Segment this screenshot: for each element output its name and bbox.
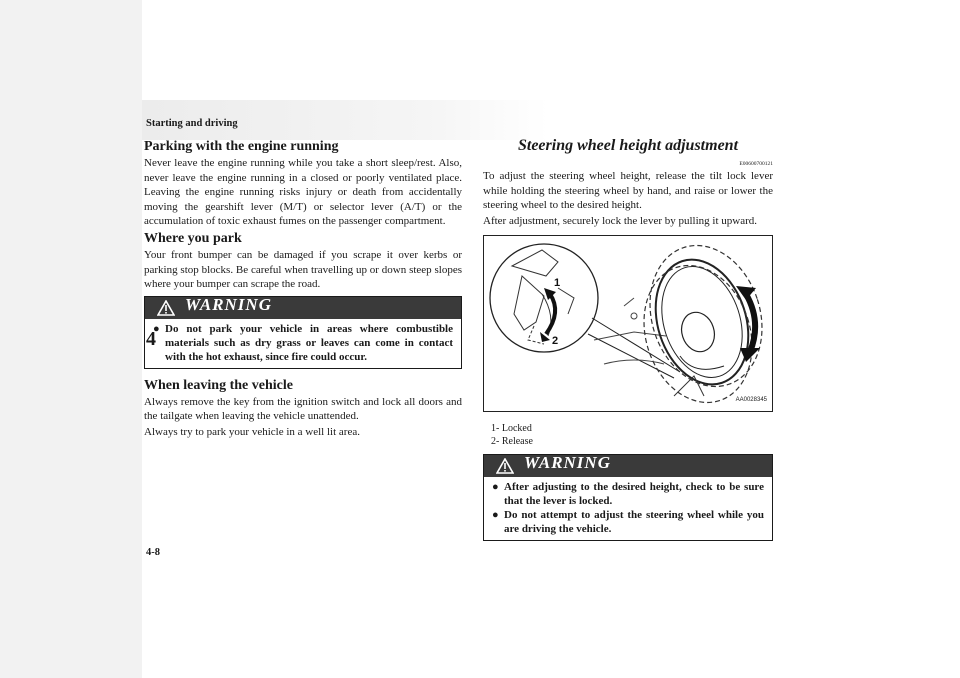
heading-where-you-park: Where you park: [144, 230, 242, 246]
section-title: Starting and driving: [146, 118, 238, 129]
warning-body: [145, 319, 461, 368]
warning-item: [153, 322, 453, 364]
paragraph-when-leaving-2: Always try to park your vehicle in a well lit area.: [144, 425, 360, 438]
warning-item: [492, 480, 764, 508]
warning-triangle-icon: [157, 300, 175, 316]
warning-item: [492, 508, 764, 536]
page-number: 4-8: [146, 547, 160, 558]
section-code: E00600700121: [739, 161, 773, 167]
paragraph-parking-engine-running: Never leave the engine running while you take a short sleep/rest. Also, never leave the engine running in a closed or poorly ventilated place. Leaving the engine running risks injury or death from accidentally moving the gearshift lever (M/T) or selector lever (A/T) or the accumulation of toxic exhaust fumes on the passenger compartment.: [144, 157, 462, 228]
warning-item-text: Do not park your vehicle in areas where combustible materials such as dry grass or leaves can come in contact with the hot exhaust, since fire could occur.: [165, 322, 453, 363]
legend-item-locked: 1- Locked: [491, 423, 532, 435]
figure-legend: [491, 422, 773, 448]
steering-wheel-illustration: [483, 235, 773, 412]
warning-triangle-icon: [496, 458, 514, 474]
heading-when-leaving: When leaving the vehicle: [144, 377, 293, 393]
warning-header: [484, 455, 772, 477]
warning-box-parking: [144, 296, 462, 369]
warning-item-text: Do not attempt to adjust the steering wheel while you are driving the vehicle.: [504, 509, 764, 536]
black-circle-bullet-icon: ●: [492, 509, 499, 522]
warning-title: WARNING: [524, 453, 611, 473]
black-circle-bullet-icon: ●: [492, 481, 499, 494]
steering-wheel-drawing: [484, 236, 772, 411]
warning-header: [145, 294, 461, 319]
chapter-number: 4: [146, 328, 156, 350]
warning-item-text: After adjusting to the desired height, check to be sure that the lever is locked.: [504, 481, 764, 508]
left-column: [144, 138, 462, 441]
warning-title: WARNING: [185, 294, 272, 314]
black-circle-bullet-icon: ●: [153, 322, 160, 335]
paragraph-steering-lock: After adjustment, securely lock the lever by pulling it upward.: [483, 214, 758, 227]
figure-code: AA0028345: [735, 396, 767, 403]
steering-title: Steering wheel height adjustment: [517, 137, 739, 154]
page-margin-band: [0, 0, 142, 678]
paragraph-where-you-park: Your front bumper can be damaged if you scrape it over kerbs or parking stop blocks. Be careful when travelling up or down steep slopes where your bumper can scrape the road.: [144, 248, 462, 291]
paragraph-when-leaving-1: Always remove the key from the ignition switch and lock all doors and the tailgate when leaving the vehicle unattended.: [144, 395, 462, 423]
warning-body: [484, 477, 772, 540]
figure-label-2: 2: [552, 335, 559, 348]
right-column: [483, 136, 773, 549]
figure-label-1: 1: [554, 277, 561, 290]
paragraph-steering-adjust: To adjust the steering wheel height, release the tilt lock lever while holding the steering wheel by hand, and raise or lower the steering wheel to the desired height.: [483, 170, 773, 212]
heading-parking-engine-running: Parking with the engine running: [144, 139, 339, 154]
legend-item-release: 2- Release: [491, 436, 533, 448]
warning-box-steering: [483, 454, 773, 541]
